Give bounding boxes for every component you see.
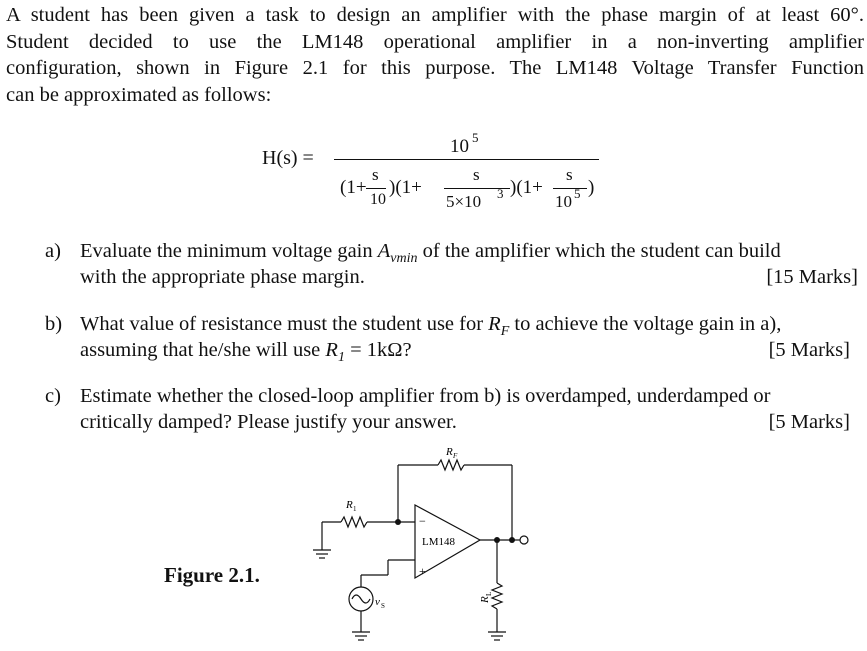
load-node-dot [494,537,500,543]
equation-lhs: H(s) = [262,147,314,169]
question-a-marks: [15 Marks] [766,266,858,288]
question-b-line2-sub: 1 [337,350,345,366]
question-c-marks: [5 Marks] [768,411,850,433]
question-a-var-sub: vmin [390,251,418,267]
intro-line-2: Student decided to use the LM148 operational amplifier in a non-inverting amplifier [6,30,864,53]
factor-3-den-exp: 5 [574,186,581,201]
question-b-text-pre: What value of resistance must the student use for [80,313,489,335]
r1-label-sub: 1 [353,505,357,513]
question-a-text-pre: Evaluate the minimum voltage gain [80,240,378,262]
factor-2-den-exp: 3 [497,186,504,201]
vs-label: v [375,596,380,608]
rl-label: R [479,596,491,603]
question-b-line2-post: = 1kΩ? [344,339,412,361]
question-b-label: b) [45,313,63,335]
rl-label-sub: L [485,591,493,596]
equation-numerator-exp: 5 [472,130,479,145]
question-b-line2-pre: assuming that he/she will use [80,339,326,361]
figure-caption: Figure 2.1. [164,563,260,587]
vs-label-sub: S [381,602,385,610]
factor-1-num: s [372,165,379,184]
factor-1-den: 10 [370,191,386,208]
factor-2-den: 5×10 [446,192,482,211]
question-a-line-2: with the appropriate phase margin. [80,266,365,288]
r1-resistor [341,517,367,527]
factor-3-den: 10 [555,192,572,211]
intro-line-4: can be approximated as follows: [6,83,272,106]
question-b-marks: [5 Marks] [768,339,850,361]
vs-sine-symbol [352,595,370,603]
factor-open-2: )(1+ [389,177,422,198]
r1-label: R [346,499,353,511]
opamp-minus-sign: − [419,514,426,528]
question-c-line-1: Estimate whether the closed-loop amplifier from b) is overdamped, underdamped or [80,385,771,407]
rf-label-sub: F [453,452,458,460]
question-b-var-sub: F [500,324,510,340]
question-c-line-2: critically damped? Please justify your answer. [80,411,457,433]
output-terminal [520,536,528,544]
factor-3-num: s [566,165,573,184]
question-c-label: c) [45,385,61,407]
rf-label: R [446,446,453,458]
factor-close-3: ) [588,177,595,198]
factor-open-3: )(1+ [510,177,543,198]
factor-open-1: (1+ [340,177,367,198]
question-b-text-post: to achieve the voltage gain in a), [509,313,782,335]
inverting-node-dot [395,519,401,525]
equation-numerator: 10 [450,136,469,157]
opamp-plus-sign: + [419,564,426,578]
question-a-text-post: of the amplifier which the student can build [417,240,781,262]
question-a-var: A [377,240,391,262]
factor-2-num: s [473,165,480,184]
opamp-label: LM148 [422,536,455,548]
intro-line-1: A student has been given a task to design an amplifier with the phase margin of at least 60°. [6,4,864,26]
question-a-label: a) [45,240,61,262]
rf-resistor [438,460,464,470]
rl-resistor [492,583,502,609]
output-node-dot [509,537,515,543]
question-b-var: R [488,313,501,335]
intro-line-3: configuration, shown in Figure 2.1 for this purpose. The LM148 Voltage Transfer Function [6,57,864,79]
question-b-line2-var: R [325,339,338,361]
